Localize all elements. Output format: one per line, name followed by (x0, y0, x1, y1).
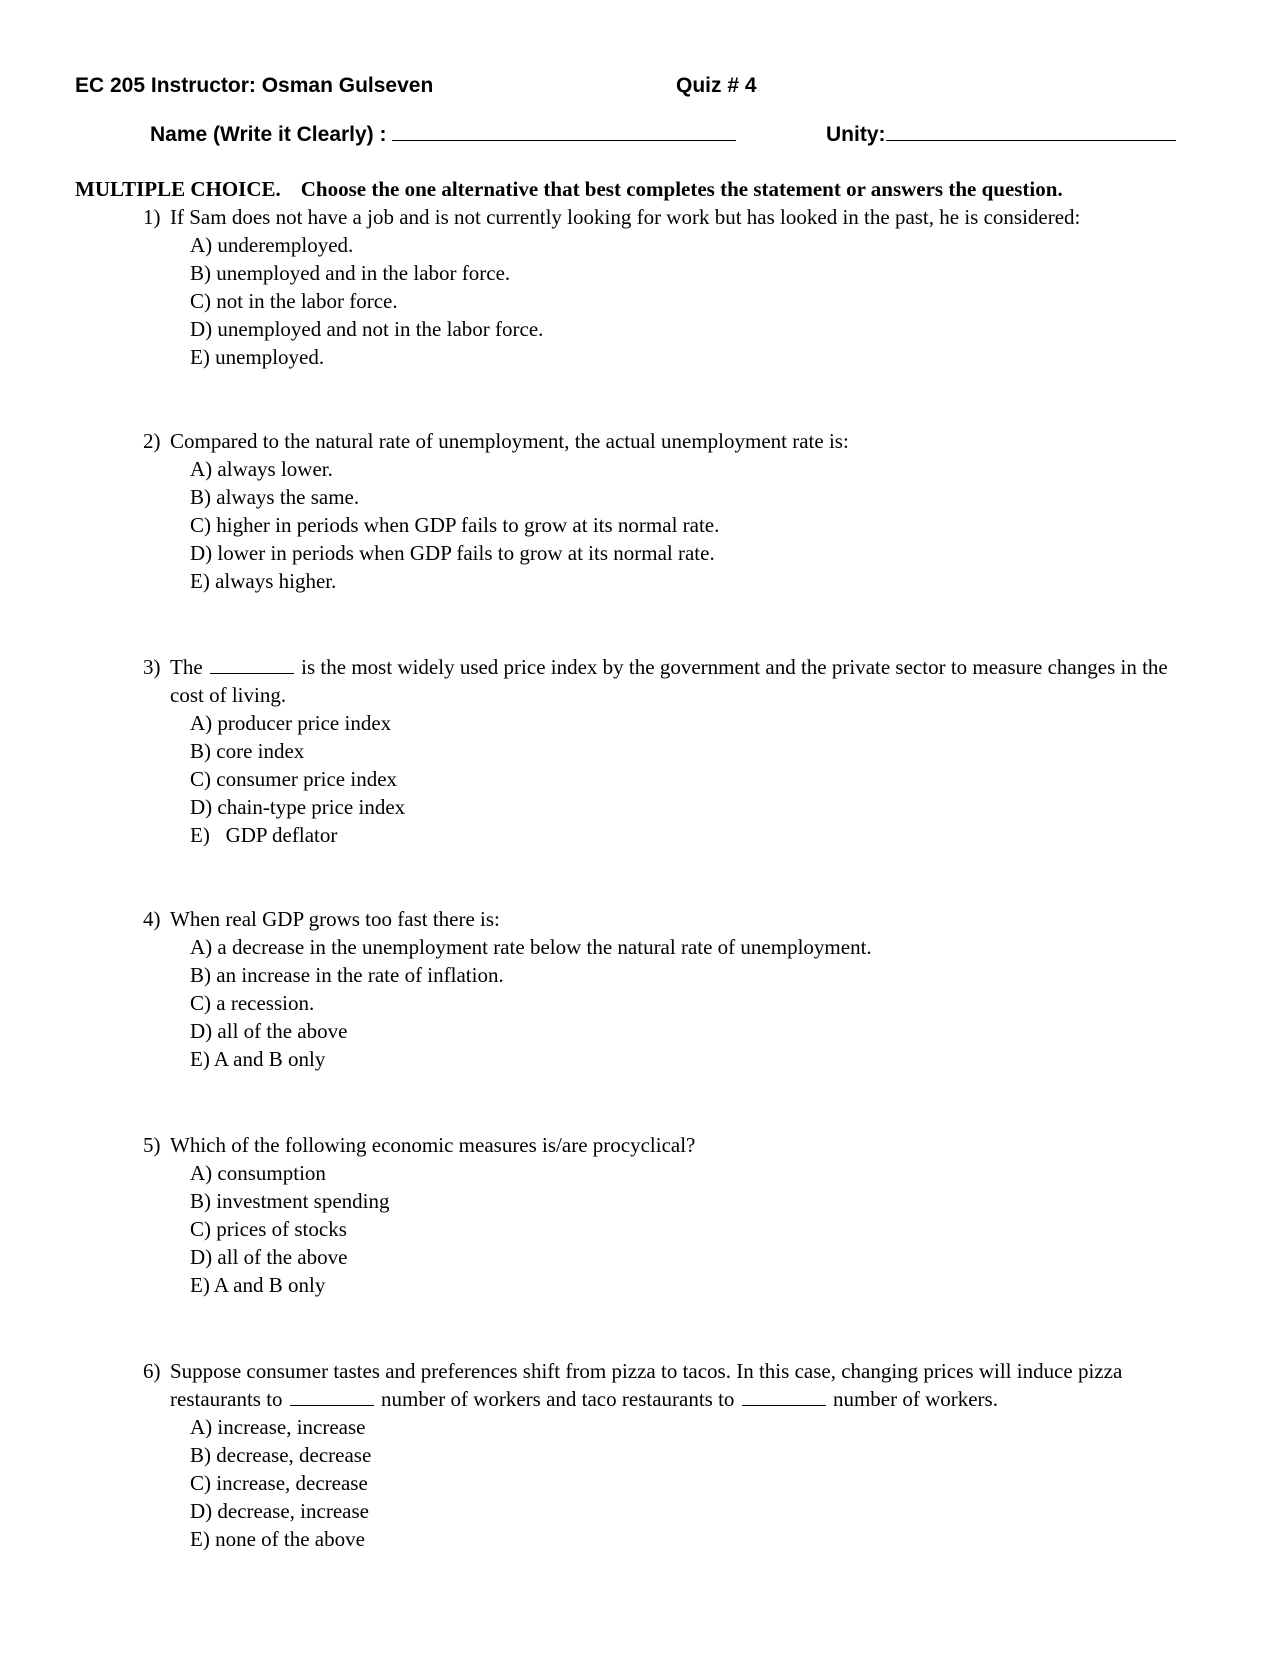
option-d: D) all of the above (190, 1245, 348, 1269)
question-stem: If Sam does not have a job and is not currently looking for work but has looked in the past, he is considered: (170, 205, 1081, 229)
option-b: B) unemployed and in the labor force. (190, 261, 511, 285)
fill-in-blank (742, 1386, 826, 1406)
question-stem: When real GDP grows too fast there is: (170, 907, 500, 931)
quiz-number: Quiz # 4 (676, 74, 757, 97)
question-number: 5) (143, 1133, 161, 1157)
question-stem: Compared to the natural rate of unemployment, the actual unemployment rate is: (170, 429, 849, 453)
option-e: E) none of the above (190, 1527, 365, 1551)
option-a: A) always lower. (190, 457, 333, 481)
question-stem: Which of the following economic measures is/are procyclical? (170, 1133, 696, 1157)
unity-field[interactable] (826, 123, 1176, 147)
name-label: Name (Write it Clearly) : (150, 123, 387, 146)
option-d: D) unemployed and not in the labor force. (190, 317, 544, 341)
option-e: E) A and B only (190, 1047, 326, 1071)
question-2 (143, 427, 1183, 595)
question-stem-end: number of workers. (832, 1387, 998, 1411)
option-c: C) a recession. (190, 991, 315, 1015)
question-stem-start: Suppose consumer tastes and preferences shift from pizza to tacos. In this case, changing prices will induce pizza restaurants to (170, 1359, 1123, 1411)
option-e: E) A and B only (190, 1273, 326, 1297)
option-c: C) consumer price index (190, 767, 398, 791)
option-b: B) core index (190, 739, 305, 763)
fill-in-blank (210, 654, 294, 674)
option-d: D) chain-type price index (190, 795, 406, 819)
question-stem-end: is the most widely used price index by the government and the private sector to measure changes in the cost of living. (170, 655, 1168, 707)
option-b: B) always the same. (190, 485, 360, 509)
question-number: 4) (143, 907, 161, 931)
unity-blank[interactable] (886, 139, 1176, 141)
question-number: 6) (143, 1359, 161, 1383)
section-heading (75, 177, 1063, 202)
option-c: C) prices of stocks (190, 1217, 347, 1241)
question-stem-middle: number of workers and taco restaurants to (381, 1387, 735, 1411)
question-number: 1) (143, 205, 161, 229)
option-e: E) always higher. (190, 569, 337, 593)
question-stem-start: The (170, 655, 203, 679)
option-e: E) GDP deflator (190, 823, 338, 847)
question-number: 2) (143, 429, 161, 453)
course-title: EC 205 Instructor: Osman Gulseven (75, 74, 434, 97)
option-c: C) higher in periods when GDP fails to grow at its normal rate. (190, 513, 720, 537)
question-5 (143, 1131, 1183, 1299)
option-b: B) decrease, decrease (190, 1443, 372, 1467)
option-d: D) lower in periods when GDP fails to grow at its normal rate. (190, 541, 715, 565)
name-blank[interactable] (392, 139, 736, 141)
option-a: A) producer price index (190, 711, 392, 735)
question-4 (143, 905, 1183, 1073)
option-a: A) a decrease in the unemployment rate below the natural rate of unemployment. (190, 935, 872, 959)
option-a: A) underemployed. (190, 233, 354, 257)
option-d: D) decrease, increase (190, 1499, 369, 1523)
option-b: B) an increase in the rate of inflation. (190, 963, 504, 987)
unity-label: Unity: (826, 123, 886, 146)
option-c: C) not in the labor force. (190, 289, 398, 313)
option-a: A) consumption (190, 1161, 326, 1185)
name-field[interactable] (150, 123, 736, 147)
section-instruction: Choose the one alternative that best completes the statement or answers the question. (300, 177, 1063, 201)
option-c: C) increase, decrease (190, 1471, 368, 1495)
option-e: E) unemployed. (190, 345, 325, 369)
option-b: B) investment spending (190, 1189, 390, 1213)
option-d: D) all of the above (190, 1019, 348, 1043)
question-number: 3) (143, 655, 161, 679)
question-6 (143, 1357, 1183, 1553)
fill-in-blank (290, 1386, 374, 1406)
section-title: MULTIPLE CHOICE. (75, 177, 281, 201)
question-1 (143, 203, 1183, 371)
option-a: A) increase, increase (190, 1415, 366, 1439)
question-3 (143, 653, 1183, 849)
